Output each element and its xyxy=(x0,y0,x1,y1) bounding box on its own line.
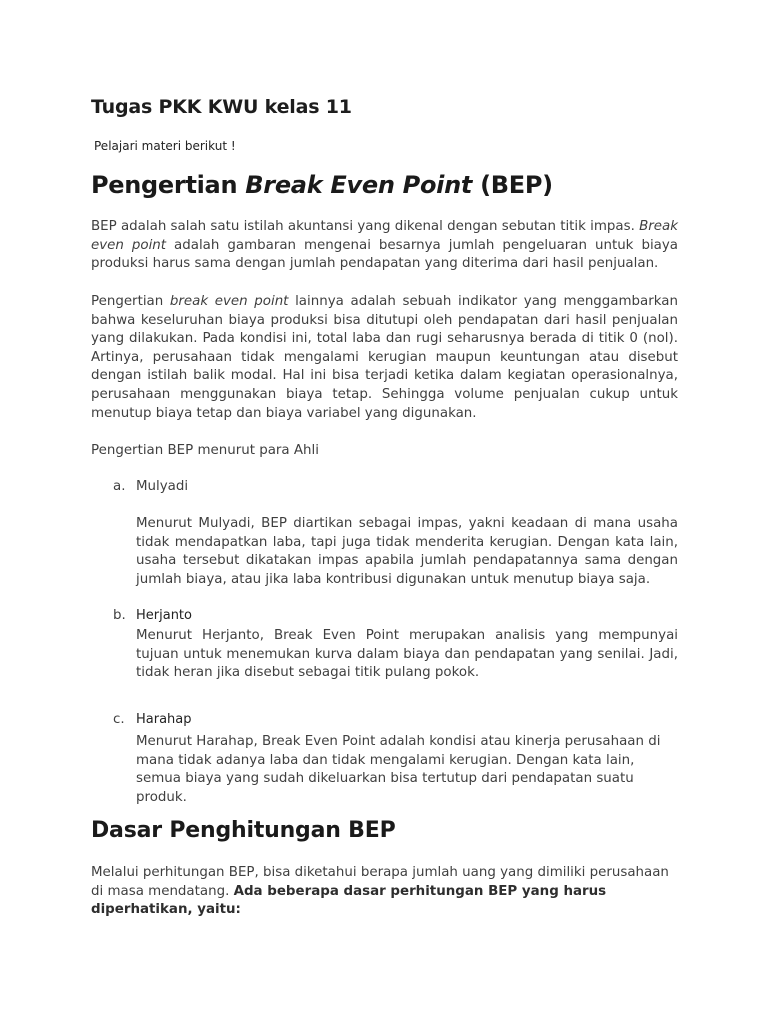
instruction-text: Pelajari materi berikut ! xyxy=(94,139,236,153)
paragraph-bep-indicator xyxy=(91,293,678,423)
paragraph-italic-term: break even point xyxy=(169,294,289,309)
heading-bep-definition xyxy=(91,171,553,199)
heading-prefix: Pengertian xyxy=(91,171,246,199)
paragraph-text: BEP adalah salah satu istilah akuntansi yang dikenal dengan sebutan titik impas. xyxy=(91,219,640,234)
paragraph-bold-text: Ada beberapa dasar perhitungan BEP yang harus diperhatikan, yaitu: xyxy=(91,883,607,918)
expert-text-mulyadi: Menurut Mulyadi, BEP diartikan sebagai impas, yakni keadaan di mana usaha tidak mendapatkan laba, tapi juga tidak menderita kerugian. Dengan kata lain, usaha tersebut dikatakan impas apabila jumlah pendapatannya sama dengan jumlah biaya, atau jika laba kontribusi digunakan untuk menutup biaya saja. xyxy=(136,516,678,587)
paragraph-text: Melalui perhitungan BEP, bisa diketahui berapa jumlah uang yang dimiliki perusahaan di masa mendatang. xyxy=(91,865,669,899)
expert-name-harahap: Harahap xyxy=(136,712,192,727)
paragraph-text: adalah gambaran mengenai besarnya jumlah pengeluaran untuk biaya produksi harus sama dengan jumlah pendapatan yang diterima dari hasil penjualan. xyxy=(91,237,678,272)
paragraph-text: lainnya adalah sebuah indikator yang menggambarkan bahwa keseluruhan biaya produksi bisa ditutupi oleh pendapatan dari hasil penjualan yang dilakukan. Pada kondisi ini, total laba dan rugi seharusnya berada di titik 0 (nol). Artinya, perusahaan tidak mengalami kerugian maupun keuntungan atau disebut dengan istilah balik modal. Hal ini bisa terjadi ketika dalam kegiatan operasionalnya, perusahaan menggunakan biaya tetap. Sehingga volume penjualan cukup untuk menutup biaya tetap dan biaya variabel yang digunakan. xyxy=(91,294,678,421)
paragraph-text: Pengertian xyxy=(91,294,170,309)
paragraph-italic-term: Break even point xyxy=(91,219,678,253)
expert-name-herjanto: Herjanto xyxy=(136,608,192,623)
heading-italic-term: Break Even Point xyxy=(245,171,473,199)
document-title: Tugas PKK KWU kelas 11 xyxy=(91,96,352,118)
expert-name-mulyadi: Mulyadi xyxy=(136,479,189,494)
heading-bep-calculation: Dasar Penghitungan BEP xyxy=(91,818,396,843)
expert-text-harahap: Menurut Harahap, Break Even Point adalah kondisi atau kinerja perusahaan di mana tidak adanya laba dan tidak mengalami kerugian. Dengan kata lain, semua biaya yang sudah dikeluarkan bisa tertutup dari pendapatan suatu produk. xyxy=(136,734,661,805)
list-marker-a: a. xyxy=(113,479,126,494)
paragraph-bep-intro xyxy=(91,218,678,274)
list-marker-b: b. xyxy=(113,608,126,623)
expert-text-herjanto: Menurut Herjanto, Break Even Point merupakan analisis yang mempunyai tujuan untuk menemukan kurva dalam biaya dan pendapatan yang senilai. Jadi, tidak heran jika disebut sebagai titik pulang pokok. xyxy=(136,628,678,681)
heading-suffix: (BEP) xyxy=(472,171,553,199)
paragraph-experts-intro: Pengertian BEP menurut para Ahli xyxy=(91,443,319,458)
list-marker-c: c. xyxy=(113,712,125,727)
paragraph-bep-calculation xyxy=(91,864,678,920)
